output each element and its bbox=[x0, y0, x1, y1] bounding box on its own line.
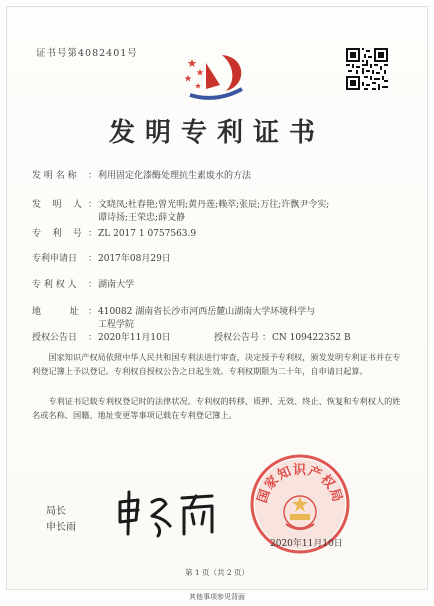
certificate-paragraph-2: 专利证书记载专利权登记时的法律状况。专利权的转移、质押、无效、终止、恢复和专利权人的姓名或名称、国籍、地址变更等事项记载在专利登记簿上。 bbox=[32, 396, 401, 420]
field-value: ZL 2017 1 0757563.9 bbox=[98, 229, 197, 239]
field-announce-no: 授权公告号 ： CN 109422352 B bbox=[214, 333, 351, 343]
field-value: 文晓凤;杜春艳;曾光明;黄丹莲;赖萃;张辰;万往;许飘尹令实;谭诗扬;王荣忠;薛文静 bbox=[98, 200, 330, 223]
field-label: 授权公告号 bbox=[214, 333, 260, 343]
field-label: 专利申请日 bbox=[32, 254, 78, 264]
field-value: 2020年11月10日 bbox=[98, 333, 171, 343]
field-inventors: 发 明 人 ： 文晓凤;杜春艳;曾光明;黄丹莲;赖萃;张辰;万往;许飘尹令实;谭诗扬;王荣忠;薛文静 bbox=[32, 200, 330, 223]
page-number: 第 1 页（共 2 页） bbox=[184, 568, 250, 577]
field-patent-no: 专 利 号 ： ZL 2017 1 0757563.9 bbox=[32, 229, 197, 239]
field-value: 湖南大学 bbox=[98, 280, 135, 290]
field-label: 授权公告日 bbox=[32, 333, 78, 343]
field-value: 2017年08月29日 bbox=[98, 254, 171, 264]
certificate-title: 发明专利证书 bbox=[108, 118, 325, 148]
certificate-number: 证书号第4082401号 bbox=[36, 48, 138, 59]
signer-name: 申长雨 bbox=[46, 522, 76, 533]
handwritten-signature bbox=[112, 486, 222, 540]
field-application-date: 专利申请日 ： 2017年08月29日 bbox=[32, 254, 171, 264]
field-value: 利用固定化漆酶处理抗生素废水的方法 bbox=[98, 171, 252, 181]
field-label: 地 址 bbox=[32, 307, 79, 317]
signer-title: 局长 bbox=[46, 506, 66, 517]
field-value: CN 109422352 B bbox=[272, 333, 351, 343]
field-invention-name: 发 明 名 称 ： 利用固定化漆酶处理抗生素废水的方法 bbox=[32, 171, 252, 181]
field-label: 专 利 权 人 bbox=[32, 280, 77, 290]
certificate-paragraph-1: 国家知识产权局依照中华人民共和国专利法进行审查，决定授予专利权，颁发发明专利证书并在专利登记簿上予以登记。专利权自授权公告之日起生效。专利权期限为二十年，自申请日起算。 bbox=[32, 352, 401, 376]
seal-text: 国家知识产权局 bbox=[255, 463, 345, 505]
field-announce-date: 授权公告日 ： 2020年11月10日 bbox=[32, 333, 171, 343]
field-patentee: 专 利 权 人 ： 湖南大学 bbox=[32, 280, 135, 290]
qr-code-icon bbox=[346, 48, 388, 90]
field-label: 专 利 号 bbox=[32, 229, 82, 239]
field-value: 410082 湖南省长沙市河西岳麓山湖南大学环境科学与工程学院 bbox=[98, 307, 316, 330]
field-address: 地 址 ： 410082 湖南省长沙市河西岳麓山湖南大学环境科学与工程学院 bbox=[32, 306, 402, 332]
issue-date: 2020年11月10日 bbox=[270, 539, 343, 549]
cnipa-emblem-icon bbox=[176, 45, 256, 105]
field-label: 发 明 名 称 bbox=[32, 171, 77, 181]
field-label: 发 明 人 bbox=[32, 200, 82, 210]
footer-note: 其他事项参见背面 bbox=[189, 593, 245, 601]
